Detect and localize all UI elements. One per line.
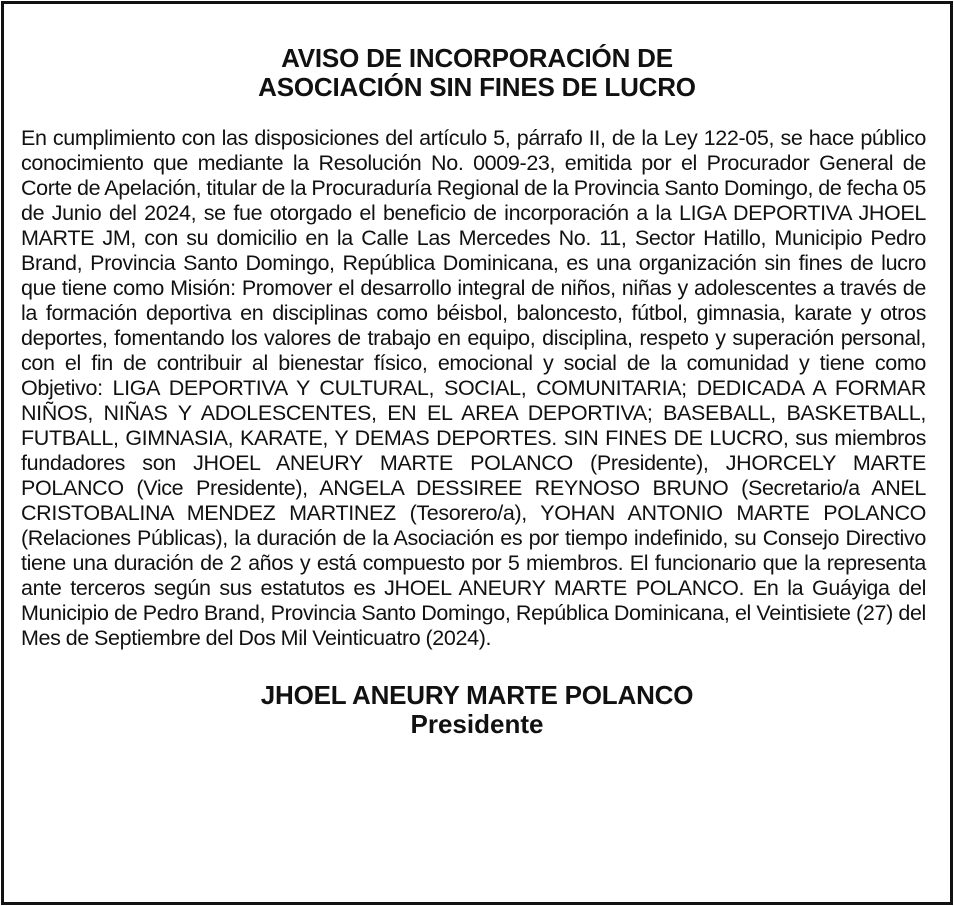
- notice-body: En cumplimiento con las disposiciones del artículo 5, párrafo II, de la Ley 122-05, se hace público conocimiento que mediante la Resolución No. 0009-23, emitida por el Procurador General de Corte de Apelación, titular de la Procuraduría Regional de la Provincia Santo Domingo, de fecha 05 de Junio del 2024, se fue otorgado el beneficio de incorporación a la LIGA DEPORTIVA JHOEL MARTE JM, con su domicilio en la Calle Las Mercedes No. 11, Sector Hatillo, Municipio Pedro Brand, Provincia Santo Domingo, República Dominicana, es una organización sin fines de lucro que tiene como Misión: Promover el desarrollo integral de niños, niñas y adolescentes a través de la formación deportiva en disciplinas como béisbol, baloncesto, fútbol, gimnasia, karate y otros deportes, fomentando los valores de trabajo en equipo, disciplina, respeto y superación personal, con el fin de contribuir al bienestar físico, emocional y social de la comunidad y tiene como Objetivo: LIGA DEPORTIVA Y CULTURAL, SOCIAL, COMUNITARIA; DEDICADA A FORMAR NIÑOS, NIÑAS Y ADOLESCENTES, EN EL AREA DEPORTIVA; BASEBALL, BASKETBALL, FUTBALL, GIMNASIA, KARATE, Y DEMAS DEPORTES. SIN FINES DE LUCRO, sus miembros fundadores son JHOEL ANEURY MARTE POLANCO (Presidente), JHORCELY MARTE POLANCO (Vice Presidente), ANGELA DESSIREE REYNOSO BRUNO (Secretario/a ANEL CRISTOBALINA MENDEZ MARTINEZ (Tesorero/a), YOHAN ANTONIO MARTE POLANCO (Relaciones Públicas), la duración de la Asociación es por tiempo indefinido, su Consejo Directivo tiene una duración de 2 años y está compuesto por 5 miembros. El funcionario que la representa ante terceros según sus estatutos es JHOEL ANEURY MARTE POLANCO. En la Guáyiga del Municipio de Pedro Brand, Provincia Santo Domingo, República Dominicana, el Veintisiete (27) del Mes de Septiembre del Dos Mil Veinticuatro (2024).: [21, 126, 926, 650]
- notice-title-line-2: ASOCIACIÓN SIN FINES DE LUCRO: [258, 72, 696, 102]
- signature-block: [4, 681, 950, 739]
- signature-name: JHOEL ANEURY MARTE POLANCO: [260, 680, 694, 710]
- signature-role: Presidente: [410, 709, 544, 739]
- notice-title-line-1: AVISO DE INCORPORACIÓN DE: [281, 43, 673, 73]
- legal-notice: [1, 1, 953, 905]
- notice-title: [4, 44, 950, 102]
